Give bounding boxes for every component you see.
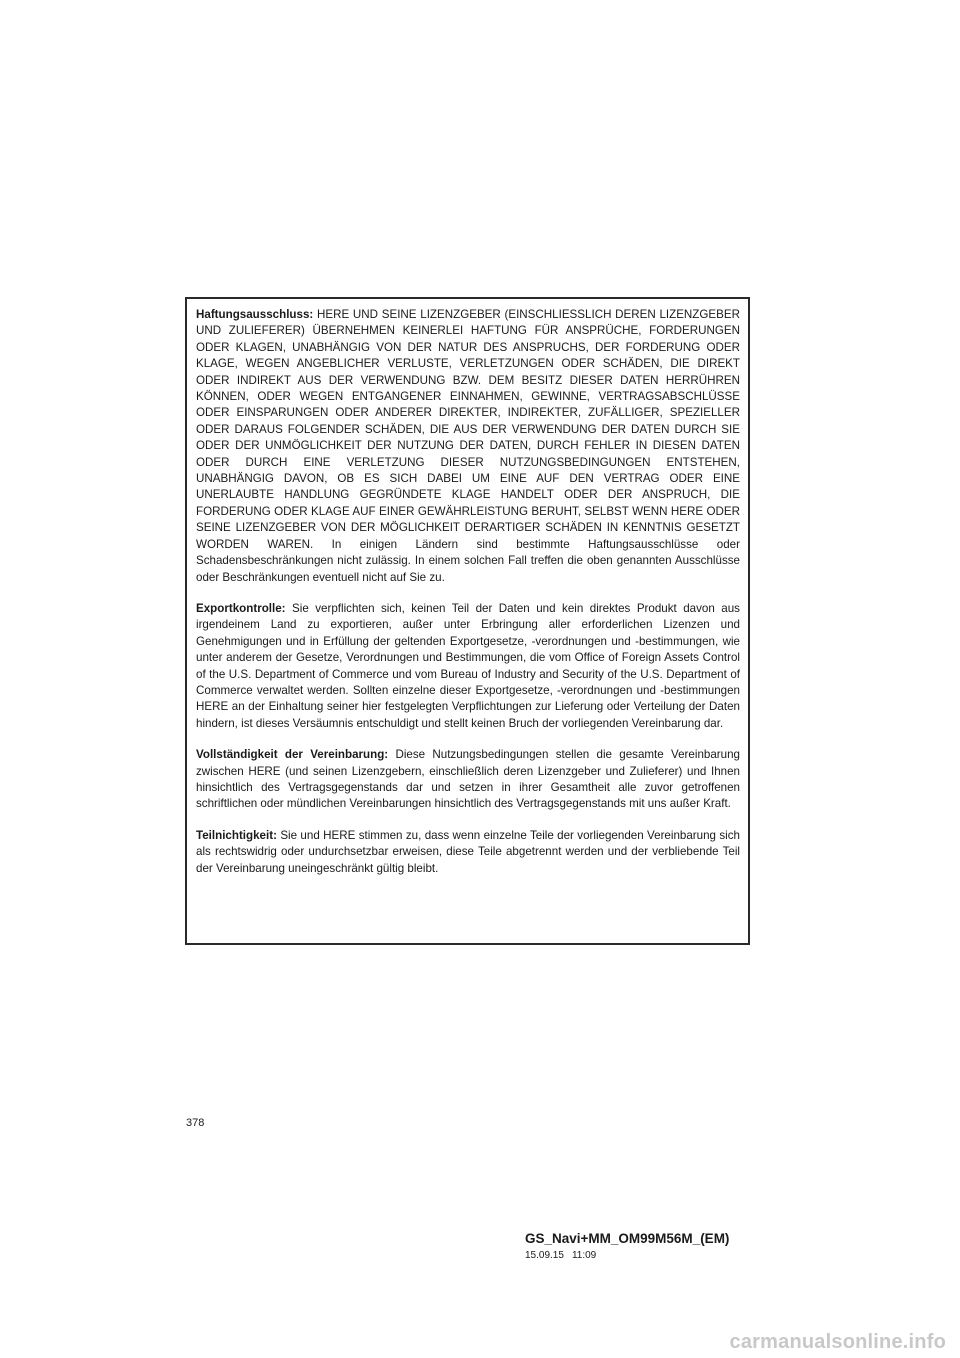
entire-agreement-body: Diese Nutzungsbedingungen stellen die gesamte Vereinbarung zwischen HERE (und seinen Lizenzgebern, einschließlich deren Lizenzgeber und Zulieferer) und Ihnen hinsichtlich des Vertragsgegenstands dar und setzen in ihrer Gesamtheit alle zuvor getroffenen schriftlichen oder mündlichen Vereinbarungen hinsichtlich des Vertragsgegenstands mit uns außer Kraft.	[196, 748, 740, 811]
export-control-paragraph	[196, 601, 740, 732]
entire-agreement-heading: Vollständigkeit der Vereinbarung:	[196, 748, 389, 762]
watermark: carmanualsonline.info	[729, 1331, 946, 1353]
print-date: 15.09.15	[525, 1250, 564, 1261]
export-control-body: Sie verpflichten sich, keinen Teil der Daten und kein direktes Produkt davon aus irgendeinem Land zu exportieren, außer unter Erbringung aller erforderlichen Lizenzen und Genehmigungen und in Erfüllung der geltenden Exportgesetze, -verordnungen und -bestimmungen, wie unter anderem der Gesetze, Verordnungen und Bestimmungen, die vom Office of Foreign Assets Control of the U.S. Department of Commerce und vom Bureau of Industry and Security of the U.S. Department of Commerce verwaltet werden. Sollten einzelne dieser Exportgesetze, -verordnungen und -bestimmungen HERE an der Einhaltung seiner hier festgelegten Verpflichtungen zur Lieferung oder Verteilung der Daten hindern, ist dieses Versäumnis entschuldigt und stellt keinen Bruch der vorliegenden Vereinbarung dar.	[196, 601, 740, 730]
severability-paragraph	[196, 828, 740, 877]
disclaimer-paragraph	[196, 307, 740, 586]
print-timestamp	[525, 1249, 785, 1262]
legal-text-box	[185, 297, 750, 945]
disclaimer-heading: Haftungsausschluss:	[196, 308, 314, 321]
page-number: 378	[186, 1117, 205, 1129]
export-control-heading: Exportkontrolle:	[196, 601, 286, 615]
severability-body: Sie und HERE stimmen zu, dass wenn einzelne Teile der vorliegenden Vereinbarung sich als rechtswidrig oder undurchsetzbar erweisen, diese Teile abgetrennt werden und der verbliebende Teil der Vereinbarung uneingeschränkt gültig bleibt.	[196, 828, 740, 875]
print-time: 11:09	[571, 1250, 597, 1261]
disclaimer-body: HERE UND SEINE LIZENZGEBER (EINSCHLIESSLICH DEREN LIZENZGEBER UND ZULIEFERER) ÜBERNEHMEN KEINERLEI HAFTUNG FÜR ANSPRÜCHE, FORDERUNGEN ODER KLAGEN, UNABHÄNGIG VON DER NATUR DES ANSPRUCHS, DER FORDERUNG ODER KLAGE, WEGEN ANGEBLICHER VERLUSTE, VERLETZUNGEN ODER SCHÄDEN, DIE DIREKT ODER INDIREKT AUS DER VERWENDUNG BZW. DEM BESITZ DIESER DATEN HERRÜHREN KÖNNEN, ODER WEGEN ENTGANGENER EINNAHMEN, GEWINNE, VERTRAGSABSCHLÜSSE ODER EINSPARUNGEN ODER ANDERER DIREKTER, INDIREKTER, ZUFÄLLIGER, SPEZIELLER ODER DARAUS FOLGENDER SCHÄDEN, DIE AUS DER VERWENDUNG DER DATEN DURCH SIE ODER DER UNMÖGLICHKEIT DER NUTZUNG DER DATEN, DURCH FEHLER IN DIESEN DATEN ODER DURCH EINE VERLETZUNG DIESER NUTZUNGSBEDINGUNGEN ENTSTEHEN, UNABHÄNGIG DAVON, OB ES SICH DABEI UM EINE AUF DEN VERTRAG ODER EINE UNERLAUBTE HANDLUNG GEGRÜNDETE KLAGE HANDELT ODER DER ANSPRUCH, DIE FORDERUNG ODER KLAGE AUF EINER GEWÄHRLEISTUNG BERUHT, SELBST WENN HERE ODER SEINE LIZENZGEBER VON DER MÖGLICHKEIT DERARTIGER SCHÄDEN IN KENNTNIS GESETZT WORDEN WAREN. In einigen Ländern sind bestimmte Haftungsausschlüsse oder Schadensbeschränkungen nicht zulässig. In einem solchen Fall treffen die oben genannten Ausschlüsse oder Beschränkungen eventuell nicht auf Sie zu.	[196, 308, 740, 584]
print-footer	[525, 1231, 785, 1262]
document-code: GS_Navi+MM_OM99M56M_(EM)	[525, 1231, 730, 1246]
severability-heading: Teilnichtigkeit:	[196, 828, 277, 842]
entire-agreement-paragraph	[196, 747, 740, 813]
